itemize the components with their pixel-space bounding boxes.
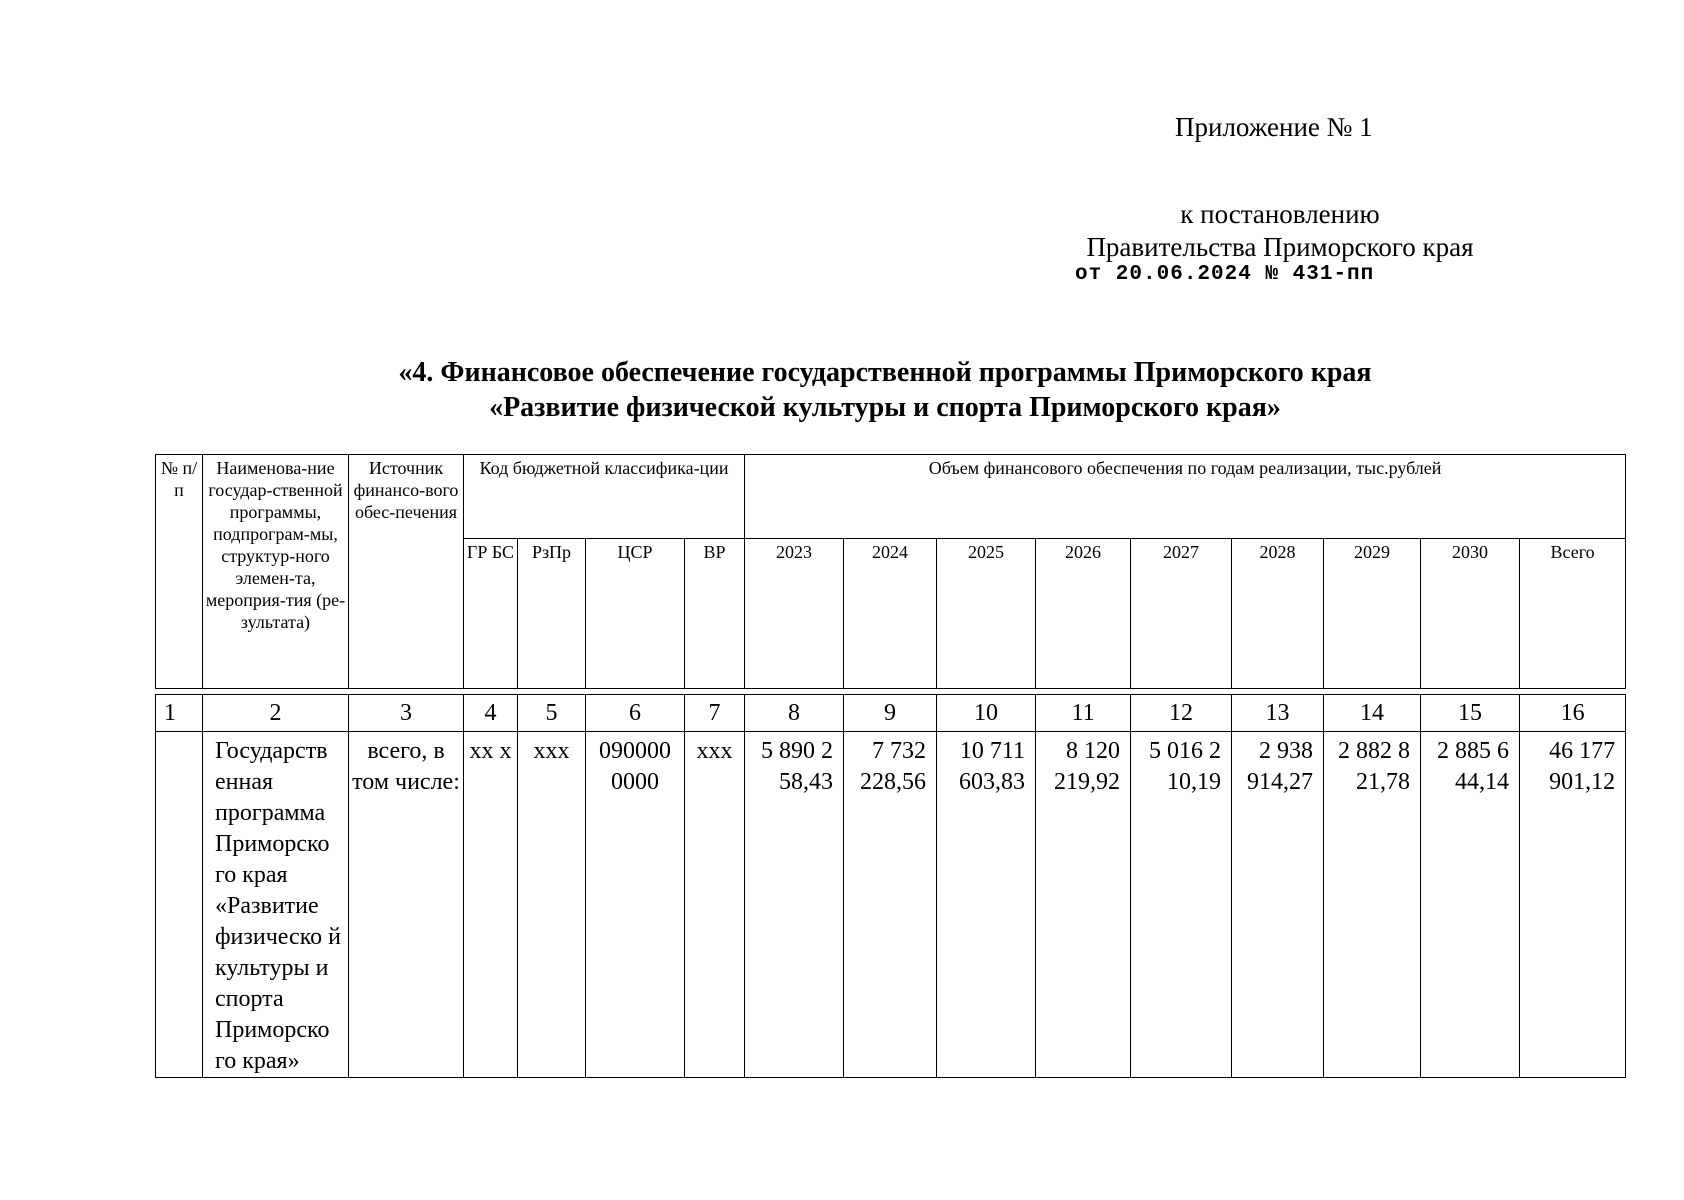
column-number: 7 [685, 695, 745, 732]
header-num: № п/п [156, 455, 203, 689]
column-number: 13 [1232, 695, 1324, 732]
table-row [156, 732, 1626, 1078]
column-number: 1 [156, 695, 203, 732]
column-number: 11 [1036, 695, 1131, 732]
column-number: 16 [1520, 695, 1626, 732]
row-vr: ххх [685, 732, 745, 1078]
header-source: Источник финансо-вого обес-печения [349, 455, 464, 689]
resolution-to: к постановлению [1180, 199, 1380, 229]
section-title-line1: «4. Финансовое обеспечение государственной программы Приморского края [398, 357, 1372, 388]
row-num [156, 732, 203, 1078]
column-number: 9 [844, 695, 937, 732]
row-value-2028: 2 938 914,27 [1232, 732, 1324, 1078]
column-number: 8 [745, 695, 844, 732]
row-value-2023: 5 890 2 58,43 [745, 732, 844, 1078]
column-number: 14 [1324, 695, 1421, 732]
header-budget-code: Код бюджетной классифика-ции [464, 455, 745, 539]
annex-title: Приложение № 1 [1175, 112, 1373, 142]
header-year-2026: 2026 [1036, 539, 1131, 689]
row-grbs: хх х [464, 732, 518, 1078]
row-csr: 090000 0000 [586, 732, 685, 1078]
financing-table [155, 454, 1626, 1078]
resolution-government: Правительства Приморского края [1086, 232, 1474, 262]
column-number: 6 [586, 695, 685, 732]
resolution-reference [1060, 198, 1500, 264]
section-title-line2: «Развитие физической культуры и спорта Приморского края» [489, 392, 1281, 423]
header-rzpr: РзПр [518, 539, 586, 689]
header-year-2028: 2028 [1232, 539, 1324, 689]
column-number: 5 [518, 695, 586, 732]
column-number: 10 [937, 695, 1036, 732]
header-volume: Объем финансового обеспечения по годам реализации, тыс.рублей [745, 455, 1626, 539]
header-year-2027: 2027 [1131, 539, 1232, 689]
row-value-2024: 7 732 228,56 [844, 732, 937, 1078]
header-csr: ЦСР [586, 539, 685, 689]
header-year-2029: 2029 [1324, 539, 1421, 689]
column-number: 12 [1131, 695, 1232, 732]
column-number-row [156, 695, 1626, 732]
row-value-total: 46 177 901,12 [1520, 732, 1626, 1078]
section-title [150, 355, 1620, 425]
column-number: 15 [1421, 695, 1520, 732]
row-value-2025: 10 711 603,83 [937, 732, 1036, 1078]
header-year-2023: 2023 [745, 539, 844, 689]
row-rzpr: ххх [518, 732, 586, 1078]
header-year-2024: 2024 [844, 539, 937, 689]
column-number: 3 [349, 695, 464, 732]
column-number: 4 [464, 695, 518, 732]
row-value-2026: 8 120 219,92 [1036, 732, 1131, 1078]
resolution-date-number: от 20.06.2024 № 431-пп [1075, 263, 1375, 286]
header-name: Наименова-ние государ-ственной программы, подпрограм-мы, структур-ного элемен-та, мероприя-тия (ре-зультата) [203, 455, 349, 689]
header-year-2030: 2030 [1421, 539, 1520, 689]
header-grbs: ГР БС [464, 539, 518, 689]
row-value-2027: 5 016 2 10,19 [1131, 732, 1232, 1078]
row-value-2029: 2 882 8 21,78 [1324, 732, 1421, 1078]
header-vr: ВР [685, 539, 745, 689]
column-number: 2 [203, 695, 349, 732]
row-program-name: Государств енная программа Приморско го края «Развитие физическо й культуры и спорта Приморско го края» [203, 732, 349, 1078]
row-source: всего, в том числе: [349, 732, 464, 1078]
row-value-2030: 2 885 6 44,14 [1421, 732, 1520, 1078]
table-header-row-1 [156, 455, 1626, 539]
header-year-2025: 2025 [937, 539, 1036, 689]
header-total: Всего [1520, 539, 1626, 689]
